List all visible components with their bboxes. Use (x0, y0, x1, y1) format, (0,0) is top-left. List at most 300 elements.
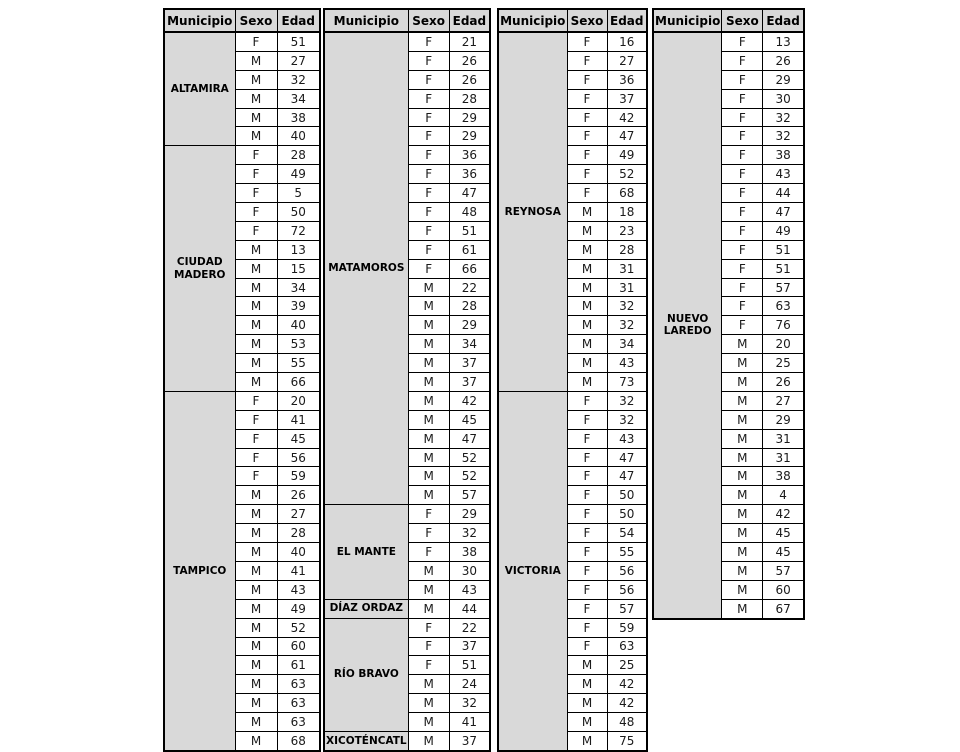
edad-cell: 63 (763, 297, 804, 316)
sexo-cell: F (235, 184, 277, 203)
edad-cell: 54 (607, 524, 647, 543)
sexo-cell: M (722, 410, 763, 429)
edad-cell: 56 (277, 448, 320, 467)
municipio-cell: CIUDAD MADERO (164, 146, 235, 392)
sexo-cell: M (408, 429, 449, 448)
sexo-cell: F (567, 51, 607, 70)
sexo-cell: M (567, 731, 607, 750)
edad-cell: 45 (763, 524, 804, 543)
edad-cell: 42 (607, 675, 647, 694)
edad-cell: 50 (277, 203, 320, 222)
sexo-cell: F (567, 32, 607, 51)
sexo-cell: M (235, 127, 277, 146)
sexo-cell: M (567, 259, 607, 278)
sexo-cell: M (408, 316, 449, 335)
sexo-cell: M (235, 373, 277, 392)
edad-cell: 32 (607, 391, 647, 410)
edad-cell: 27 (277, 505, 320, 524)
header-municipio: Municipio (653, 9, 722, 32)
sexo-cell: F (408, 543, 449, 562)
table-row (498, 32, 647, 51)
sexo-cell: M (567, 656, 607, 675)
edad-cell: 63 (277, 675, 320, 694)
sexo-cell: M (235, 637, 277, 656)
sexo-cell: M (722, 543, 763, 562)
header-row (324, 9, 490, 32)
edad-cell: 37 (449, 373, 490, 392)
municipio-table-2 (323, 8, 491, 752)
table-row (324, 32, 490, 51)
sexo-cell: M (408, 694, 449, 713)
edad-cell: 52 (277, 618, 320, 637)
table-row (324, 731, 490, 750)
sexo-cell: F (408, 618, 449, 637)
sexo-cell: M (408, 354, 449, 373)
table-row (653, 32, 804, 51)
edad-cell: 28 (277, 524, 320, 543)
header-edad: Edad (763, 9, 804, 32)
sexo-cell: F (235, 467, 277, 486)
sexo-cell: F (408, 146, 449, 165)
sexo-cell: F (408, 108, 449, 127)
municipio-table-3 (497, 8, 648, 752)
edad-cell: 22 (449, 278, 490, 297)
sexo-cell: M (722, 391, 763, 410)
sexo-cell: M (567, 278, 607, 297)
edad-cell: 20 (277, 391, 320, 410)
edad-cell: 61 (449, 240, 490, 259)
sexo-cell: F (408, 505, 449, 524)
edad-cell: 29 (449, 127, 490, 146)
sexo-cell: F (408, 70, 449, 89)
edad-cell: 51 (277, 32, 320, 51)
edad-cell: 38 (277, 108, 320, 127)
edad-cell: 26 (277, 486, 320, 505)
sexo-cell: M (408, 297, 449, 316)
edad-cell: 42 (607, 108, 647, 127)
edad-cell: 25 (763, 354, 804, 373)
sexo-cell: F (408, 203, 449, 222)
sexo-cell: F (567, 599, 607, 618)
edad-cell: 34 (277, 278, 320, 297)
sexo-cell: F (722, 51, 763, 70)
header-edad: Edad (449, 9, 490, 32)
sexo-cell: M (567, 354, 607, 373)
sexo-cell: M (408, 391, 449, 410)
sexo-cell: F (567, 165, 607, 184)
edad-cell: 61 (277, 656, 320, 675)
sexo-cell: F (235, 165, 277, 184)
sexo-cell: M (235, 316, 277, 335)
edad-cell: 39 (277, 297, 320, 316)
sexo-cell: M (722, 524, 763, 543)
header-sexo: Sexo (235, 9, 277, 32)
edad-cell: 44 (763, 184, 804, 203)
edad-cell: 41 (449, 713, 490, 732)
edad-cell: 52 (449, 448, 490, 467)
edad-cell: 41 (277, 561, 320, 580)
sexo-cell: F (567, 543, 607, 562)
table-row (164, 32, 320, 51)
header-municipio: Municipio (498, 9, 567, 32)
edad-cell: 36 (449, 165, 490, 184)
sexo-cell: M (235, 51, 277, 70)
edad-cell: 30 (763, 89, 804, 108)
sexo-cell: F (567, 448, 607, 467)
sexo-cell: F (235, 391, 277, 410)
edad-cell: 59 (277, 467, 320, 486)
sexo-cell: F (567, 89, 607, 108)
sexo-cell: M (567, 373, 607, 392)
edad-cell: 18 (607, 203, 647, 222)
sexo-cell: F (722, 278, 763, 297)
edad-cell: 38 (763, 146, 804, 165)
edad-cell: 26 (449, 70, 490, 89)
edad-cell: 32 (607, 316, 647, 335)
edad-cell: 32 (607, 297, 647, 316)
sexo-cell: F (408, 89, 449, 108)
header-sexo: Sexo (567, 9, 607, 32)
edad-cell: 31 (607, 259, 647, 278)
header-row (498, 9, 647, 32)
sexo-cell: M (235, 694, 277, 713)
sexo-cell: M (722, 373, 763, 392)
sexo-cell: M (408, 467, 449, 486)
edad-cell: 29 (449, 108, 490, 127)
sexo-cell: F (408, 524, 449, 543)
sexo-cell: F (235, 146, 277, 165)
sexo-cell: F (567, 561, 607, 580)
edad-cell: 27 (277, 51, 320, 70)
header-sexo: Sexo (408, 9, 449, 32)
sexo-cell: M (567, 335, 607, 354)
edad-cell: 52 (607, 165, 647, 184)
sexo-cell: M (235, 89, 277, 108)
sexo-cell: M (408, 580, 449, 599)
edad-cell: 72 (277, 221, 320, 240)
sexo-cell: M (235, 259, 277, 278)
sexo-cell: M (567, 240, 607, 259)
edad-cell: 37 (607, 89, 647, 108)
sexo-cell: F (722, 146, 763, 165)
sexo-cell: F (722, 127, 763, 146)
sexo-cell: F (567, 486, 607, 505)
header-sexo: Sexo (722, 9, 763, 32)
sexo-cell: M (235, 108, 277, 127)
sexo-cell: M (235, 240, 277, 259)
edad-cell: 50 (607, 505, 647, 524)
edad-cell: 48 (449, 203, 490, 222)
edad-cell: 4 (763, 486, 804, 505)
sexo-cell: M (235, 524, 277, 543)
header-municipio: Municipio (324, 9, 408, 32)
edad-cell: 34 (277, 89, 320, 108)
sexo-cell: M (235, 335, 277, 354)
edad-cell: 13 (277, 240, 320, 259)
edad-cell: 59 (607, 618, 647, 637)
sexo-cell: M (567, 316, 607, 335)
sexo-cell: M (567, 203, 607, 222)
sexo-cell: M (235, 297, 277, 316)
edad-cell: 57 (449, 486, 490, 505)
table-row (324, 618, 490, 637)
edad-cell: 29 (763, 410, 804, 429)
header-row (653, 9, 804, 32)
sexo-cell: M (408, 713, 449, 732)
edad-cell: 55 (607, 543, 647, 562)
edad-cell: 50 (607, 486, 647, 505)
municipio-cell: XICOTÉNCATL (324, 731, 408, 750)
table-row (164, 146, 320, 165)
edad-cell: 66 (449, 259, 490, 278)
edad-cell: 20 (763, 335, 804, 354)
sexo-cell: M (722, 599, 763, 618)
municipio-cell: VICTORIA (498, 391, 567, 750)
edad-cell: 36 (449, 146, 490, 165)
municipio-cell: DÍAZ ORDAZ (324, 599, 408, 618)
edad-cell: 34 (449, 335, 490, 354)
sexo-cell: F (567, 127, 607, 146)
sexo-cell: M (722, 505, 763, 524)
edad-cell: 22 (449, 618, 490, 637)
edad-cell: 47 (607, 467, 647, 486)
edad-cell: 27 (763, 391, 804, 410)
edad-cell: 26 (449, 51, 490, 70)
edad-cell: 29 (449, 505, 490, 524)
edad-cell: 32 (277, 70, 320, 89)
edad-cell: 75 (607, 731, 647, 750)
sexo-cell: F (567, 637, 607, 656)
sexo-cell: M (235, 505, 277, 524)
edad-cell: 26 (763, 373, 804, 392)
edad-cell: 23 (607, 221, 647, 240)
sexo-cell: F (567, 146, 607, 165)
edad-cell: 47 (607, 127, 647, 146)
edad-cell: 26 (763, 51, 804, 70)
municipio-cell: ALTAMIRA (164, 32, 235, 146)
edad-cell: 21 (449, 32, 490, 51)
edad-cell: 57 (763, 278, 804, 297)
sexo-cell: F (567, 429, 607, 448)
edad-cell: 51 (763, 259, 804, 278)
edad-cell: 34 (607, 335, 647, 354)
edad-cell: 29 (763, 70, 804, 89)
sexo-cell: F (567, 70, 607, 89)
edad-cell: 37 (449, 637, 490, 656)
sexo-cell: M (567, 221, 607, 240)
edad-cell: 44 (449, 599, 490, 618)
municipio-cell: NUEVO LAREDO (653, 32, 722, 619)
municipio-table-1 (163, 8, 321, 752)
sexo-cell: M (235, 561, 277, 580)
sexo-cell: M (408, 373, 449, 392)
edad-cell: 43 (449, 580, 490, 599)
edad-cell: 25 (607, 656, 647, 675)
edad-cell: 47 (449, 429, 490, 448)
sexo-cell: F (408, 184, 449, 203)
sexo-cell: M (408, 731, 449, 750)
edad-cell: 30 (449, 561, 490, 580)
edad-cell: 29 (449, 316, 490, 335)
edad-cell: 31 (763, 448, 804, 467)
edad-cell: 68 (277, 731, 320, 750)
municipio-cell: RÍO BRAVO (324, 618, 408, 731)
sexo-cell: M (567, 297, 607, 316)
edad-cell: 47 (763, 203, 804, 222)
sexo-cell: M (235, 599, 277, 618)
edad-cell: 28 (607, 240, 647, 259)
municipio-cell: EL MANTE (324, 505, 408, 599)
sexo-cell: M (722, 354, 763, 373)
sexo-cell: F (408, 259, 449, 278)
sexo-cell: F (722, 221, 763, 240)
sexo-cell: M (567, 675, 607, 694)
edad-cell: 66 (277, 373, 320, 392)
sexo-cell: M (235, 543, 277, 562)
sexo-cell: F (408, 127, 449, 146)
sexo-cell: F (722, 203, 763, 222)
sexo-cell: F (722, 165, 763, 184)
sexo-cell: F (722, 32, 763, 51)
sexo-cell: F (567, 391, 607, 410)
edad-cell: 48 (607, 713, 647, 732)
edad-cell: 40 (277, 543, 320, 562)
sexo-cell: M (722, 448, 763, 467)
edad-cell: 52 (449, 467, 490, 486)
edad-cell: 13 (763, 32, 804, 51)
edad-cell: 41 (277, 410, 320, 429)
sexo-cell: M (408, 599, 449, 618)
sexo-cell: F (722, 108, 763, 127)
sexo-cell: F (235, 410, 277, 429)
municipio-cell: MATAMOROS (324, 32, 408, 505)
sexo-cell: M (235, 713, 277, 732)
edad-cell: 32 (763, 108, 804, 127)
edad-cell: 24 (449, 675, 490, 694)
sexo-cell: M (235, 675, 277, 694)
sexo-cell: M (567, 694, 607, 713)
sexo-cell: M (722, 335, 763, 354)
sexo-cell: M (235, 618, 277, 637)
sexo-cell: M (235, 354, 277, 373)
edad-cell: 43 (607, 429, 647, 448)
edad-cell: 43 (277, 580, 320, 599)
edad-cell: 57 (607, 599, 647, 618)
edad-cell: 51 (763, 240, 804, 259)
edad-cell: 31 (763, 429, 804, 448)
municipio-cell: REYNOSA (498, 32, 567, 391)
sexo-cell: F (235, 203, 277, 222)
edad-cell: 56 (607, 561, 647, 580)
edad-cell: 32 (607, 410, 647, 429)
sexo-cell: F (567, 184, 607, 203)
header-row (164, 9, 320, 32)
sexo-cell: M (408, 486, 449, 505)
edad-cell: 63 (277, 694, 320, 713)
sexo-cell: M (722, 486, 763, 505)
sexo-cell: F (567, 524, 607, 543)
table-row (164, 391, 320, 410)
edad-cell: 45 (277, 429, 320, 448)
sexo-cell: F (722, 184, 763, 203)
sexo-cell: M (408, 278, 449, 297)
edad-cell: 73 (607, 373, 647, 392)
sexo-cell: F (235, 448, 277, 467)
sexo-cell: M (235, 731, 277, 750)
edad-cell: 76 (763, 316, 804, 335)
edad-cell: 56 (607, 580, 647, 599)
edad-cell: 36 (607, 70, 647, 89)
sexo-cell: F (408, 656, 449, 675)
edad-cell: 40 (277, 316, 320, 335)
edad-cell: 63 (607, 637, 647, 656)
edad-cell: 67 (763, 599, 804, 618)
sexo-cell: M (408, 448, 449, 467)
sexo-cell: M (408, 335, 449, 354)
edad-cell: 53 (277, 335, 320, 354)
municipio-table-4 (652, 8, 805, 620)
edad-cell: 27 (607, 51, 647, 70)
header-edad: Edad (277, 9, 320, 32)
edad-cell: 45 (763, 543, 804, 562)
sexo-cell: M (408, 561, 449, 580)
sexo-cell: M (722, 467, 763, 486)
edad-cell: 57 (763, 561, 804, 580)
sexo-cell: M (235, 580, 277, 599)
sexo-cell: F (408, 221, 449, 240)
sexo-cell: M (722, 580, 763, 599)
sexo-cell: F (567, 410, 607, 429)
sexo-cell: M (722, 561, 763, 580)
sexo-cell: M (722, 429, 763, 448)
edad-cell: 37 (449, 731, 490, 750)
edad-cell: 60 (277, 637, 320, 656)
edad-cell: 43 (763, 165, 804, 184)
sexo-cell: F (722, 70, 763, 89)
edad-cell: 68 (607, 184, 647, 203)
sexo-cell: F (722, 240, 763, 259)
edad-cell: 16 (607, 32, 647, 51)
edad-cell: 32 (449, 524, 490, 543)
sexo-cell: F (408, 165, 449, 184)
sexo-cell: F (567, 505, 607, 524)
edad-cell: 42 (449, 391, 490, 410)
edad-cell: 28 (449, 89, 490, 108)
edad-cell: 47 (449, 184, 490, 203)
edad-cell: 60 (763, 580, 804, 599)
edad-cell: 45 (449, 410, 490, 429)
edad-cell: 51 (449, 656, 490, 675)
sexo-cell: M (235, 656, 277, 675)
sexo-cell: F (567, 467, 607, 486)
edad-cell: 5 (277, 184, 320, 203)
sexo-cell: F (235, 429, 277, 448)
table-row (324, 599, 490, 618)
edad-cell: 28 (277, 146, 320, 165)
sexo-cell: F (567, 580, 607, 599)
sexo-cell: M (408, 675, 449, 694)
sexo-cell: F (722, 89, 763, 108)
header-edad: Edad (607, 9, 647, 32)
sexo-cell: F (722, 297, 763, 316)
edad-cell: 55 (277, 354, 320, 373)
edad-cell: 38 (763, 467, 804, 486)
edad-cell: 31 (607, 278, 647, 297)
edad-cell: 32 (763, 127, 804, 146)
sexo-cell: F (408, 637, 449, 656)
edad-cell: 28 (449, 297, 490, 316)
sexo-cell: F (408, 32, 449, 51)
